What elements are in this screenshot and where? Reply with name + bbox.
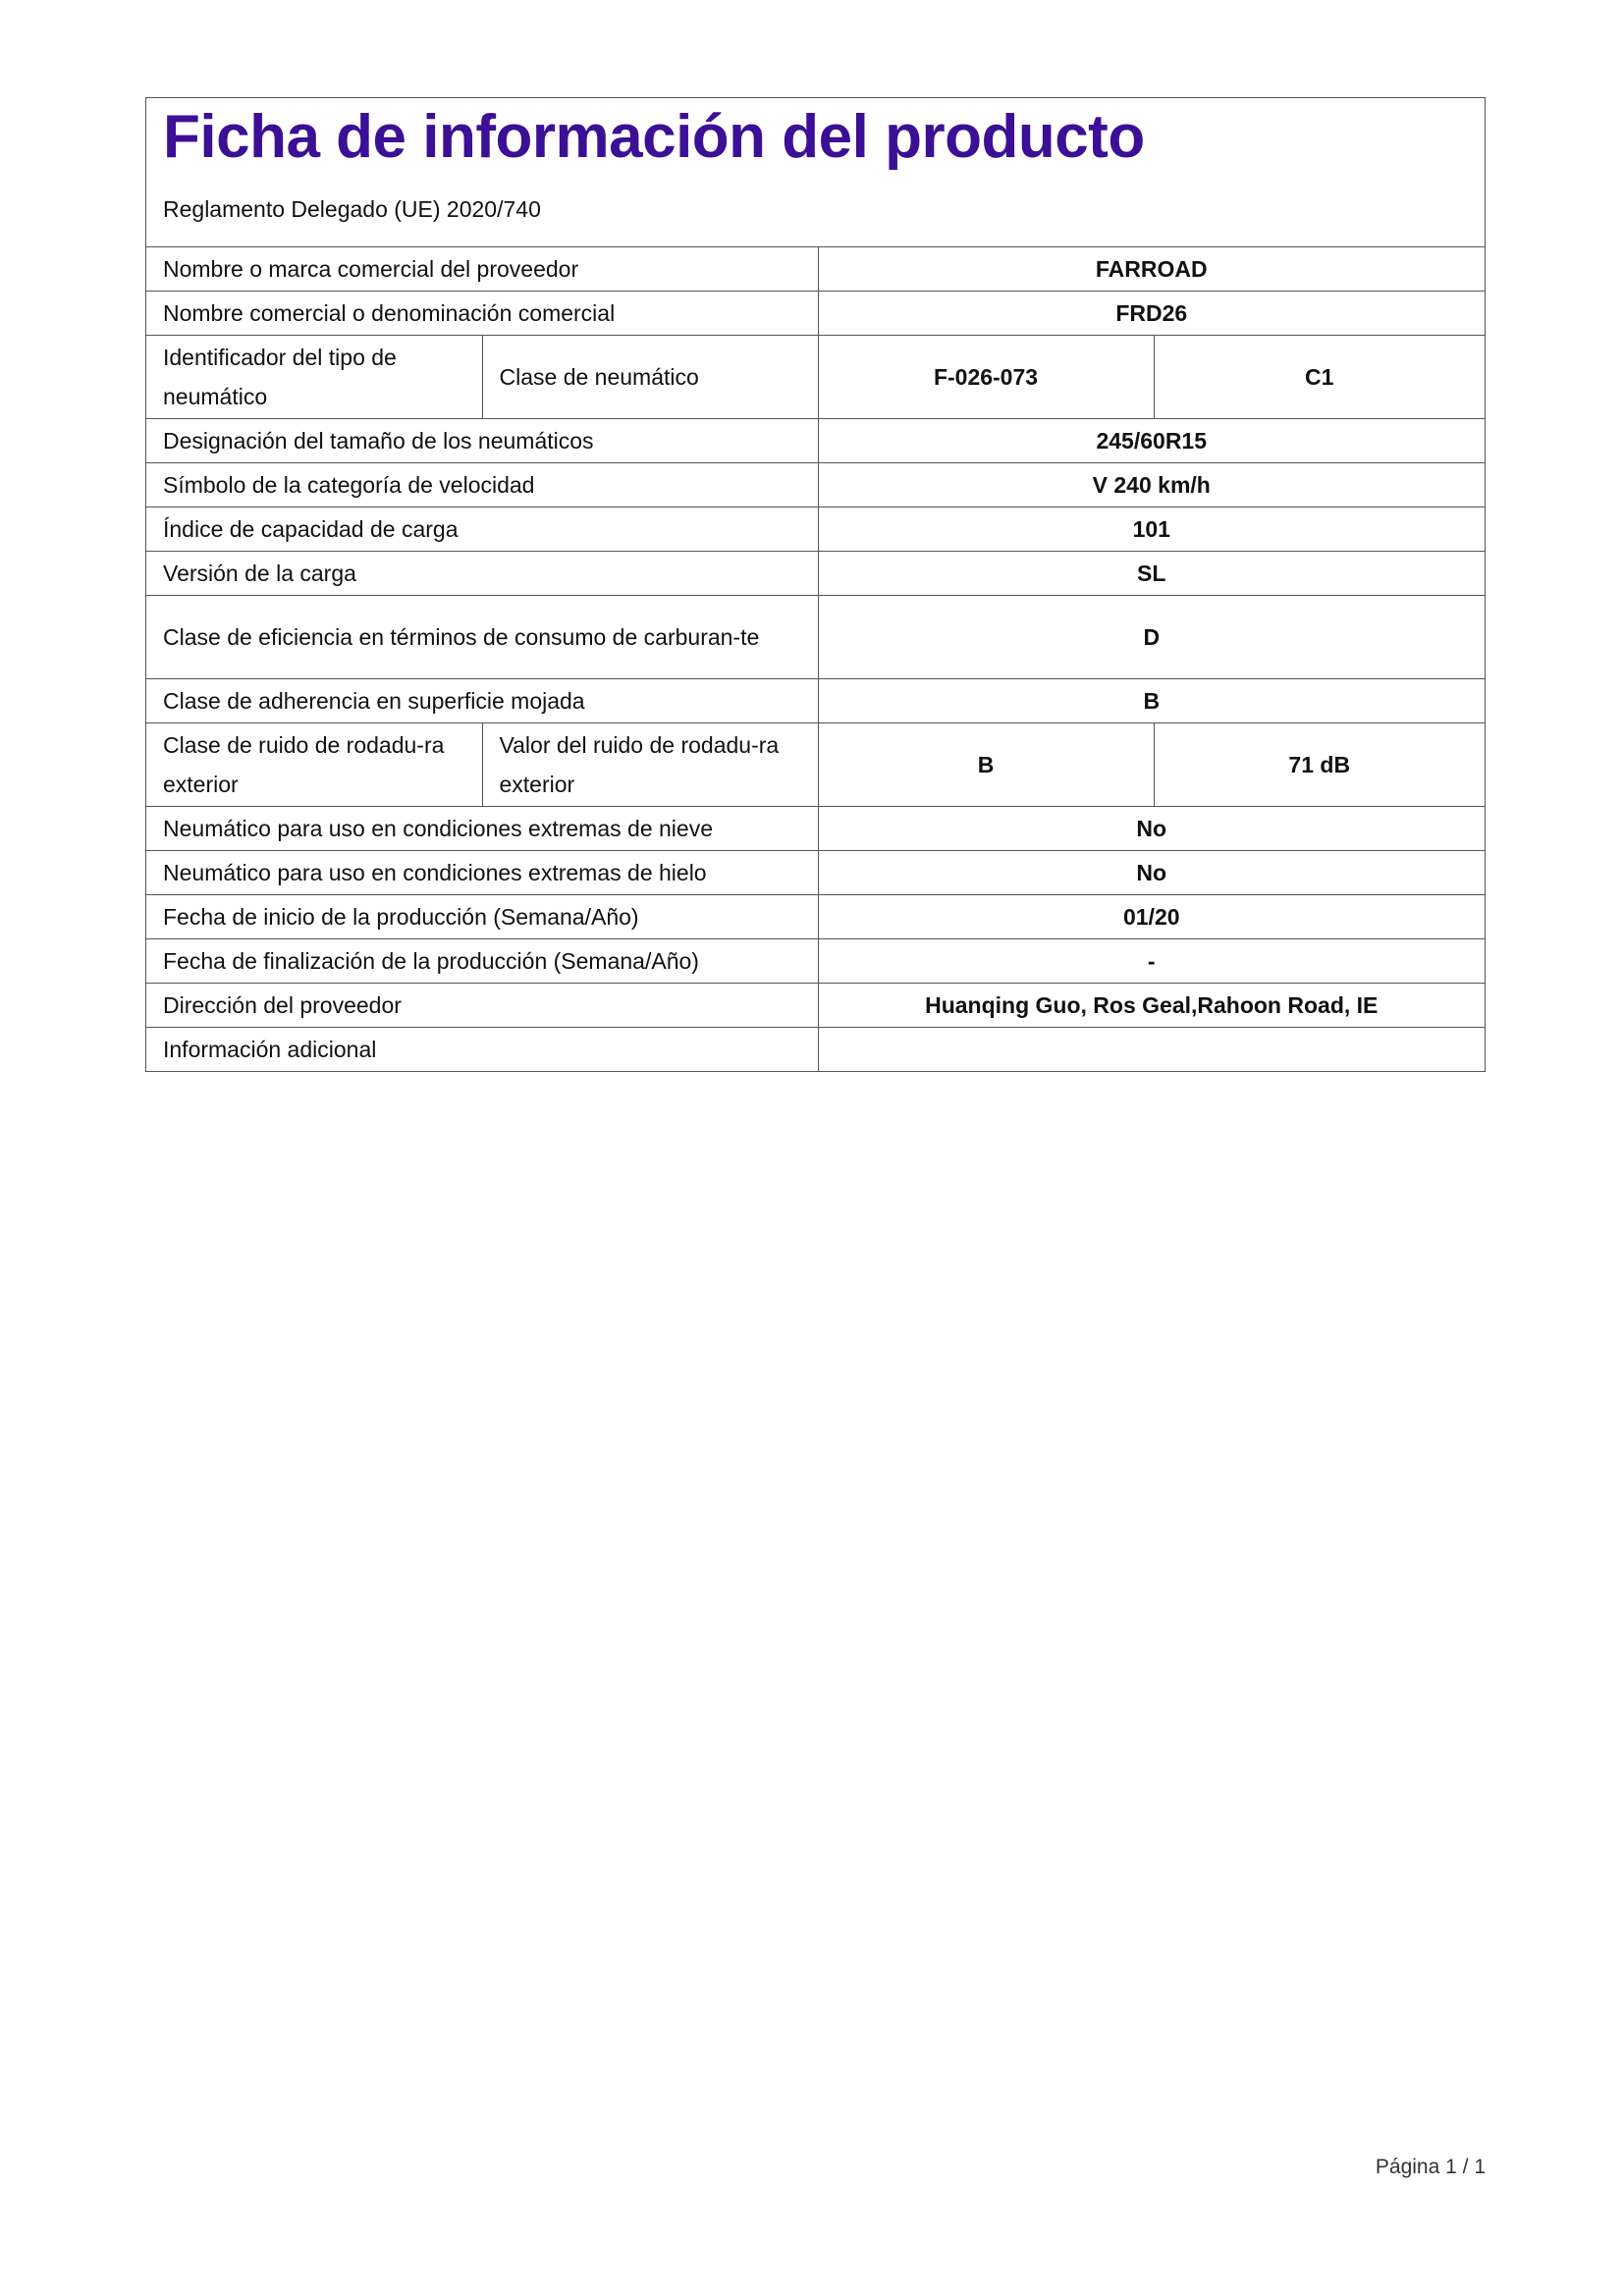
row-label: Nombre comercial o denominación comercial	[146, 292, 818, 336]
table-row	[146, 336, 1485, 419]
row-label: Nombre o marca comercial del proveedor	[146, 247, 818, 292]
snow-value: No	[818, 807, 1485, 851]
table-row	[146, 939, 1485, 984]
fuel-class-value: D	[818, 596, 1485, 679]
trade-name-value: FRD26	[818, 292, 1485, 336]
start-date-value: 01/20	[818, 895, 1485, 939]
supplier-value: FARROAD	[818, 247, 1485, 292]
tyre-class-value: C1	[1154, 336, 1485, 419]
row-label: Neumático para uso en condiciones extremas de hielo	[146, 851, 818, 895]
load-index-value: 101	[818, 507, 1485, 552]
table-row	[146, 679, 1485, 723]
regulation-subtitle: Reglamento Delegado (UE) 2020/740	[163, 196, 541, 222]
table-row	[146, 247, 1485, 292]
row-label: Índice de capacidad de carga	[146, 507, 818, 552]
page-title: Ficha de información del producto	[163, 103, 1145, 171]
row-label: Símbolo de la categoría de velocidad	[146, 463, 818, 507]
noise-db-value: 71 dB	[1154, 723, 1485, 807]
product-info-sheet	[145, 97, 1486, 1072]
table-row	[146, 895, 1485, 939]
load-version-value: SL	[818, 552, 1485, 596]
product-info-table	[146, 247, 1485, 1071]
row-label: Designación del tamaño de los neumáticos	[146, 419, 818, 463]
table-row	[146, 851, 1485, 895]
row-label: Versión de la carga	[146, 552, 818, 596]
table-row	[146, 419, 1485, 463]
table-row	[146, 723, 1485, 807]
table-row	[146, 984, 1485, 1028]
additional-info-value	[818, 1028, 1485, 1072]
type-id-value: F-026-073	[818, 336, 1154, 419]
end-date-value: -	[818, 939, 1485, 984]
row-label: Fecha de finalización de la producción (Semana/Año)	[146, 939, 818, 984]
row-label: Información adicional	[146, 1028, 818, 1072]
table-row	[146, 292, 1485, 336]
table-row	[146, 807, 1485, 851]
table-row	[146, 1028, 1485, 1072]
speed-value: V 240 km/h	[818, 463, 1485, 507]
address-value: Huanqing Guo, Ros Geal,Rahoon Road, IE	[818, 984, 1485, 1028]
noise-class-value: B	[818, 723, 1154, 807]
ice-value: No	[818, 851, 1485, 895]
row-label: Dirección del proveedor	[146, 984, 818, 1028]
size-value: 245/60R15	[818, 419, 1485, 463]
sheet-header	[146, 98, 1485, 247]
row-label: Clase de ruido de rodadu-ra exterior	[146, 723, 482, 807]
row-label: Valor del ruido de rodadu-ra exterior	[482, 723, 818, 807]
row-label: Neumático para uso en condiciones extremas de nieve	[146, 807, 818, 851]
table-row	[146, 507, 1485, 552]
table-row	[146, 596, 1485, 679]
row-label: Fecha de inicio de la producción (Semana/Año)	[146, 895, 818, 939]
row-label: Clase de eficiencia en términos de consumo de carburan-te	[146, 596, 818, 679]
table-row	[146, 463, 1485, 507]
wet-grip-value: B	[818, 679, 1485, 723]
row-label: Identificador del tipo de neumático	[146, 336, 482, 419]
row-label: Clase de adherencia en superficie mojada	[146, 679, 818, 723]
page-number: Página 1 / 1	[1375, 2156, 1486, 2178]
table-row	[146, 552, 1485, 596]
row-label: Clase de neumático	[482, 336, 818, 419]
